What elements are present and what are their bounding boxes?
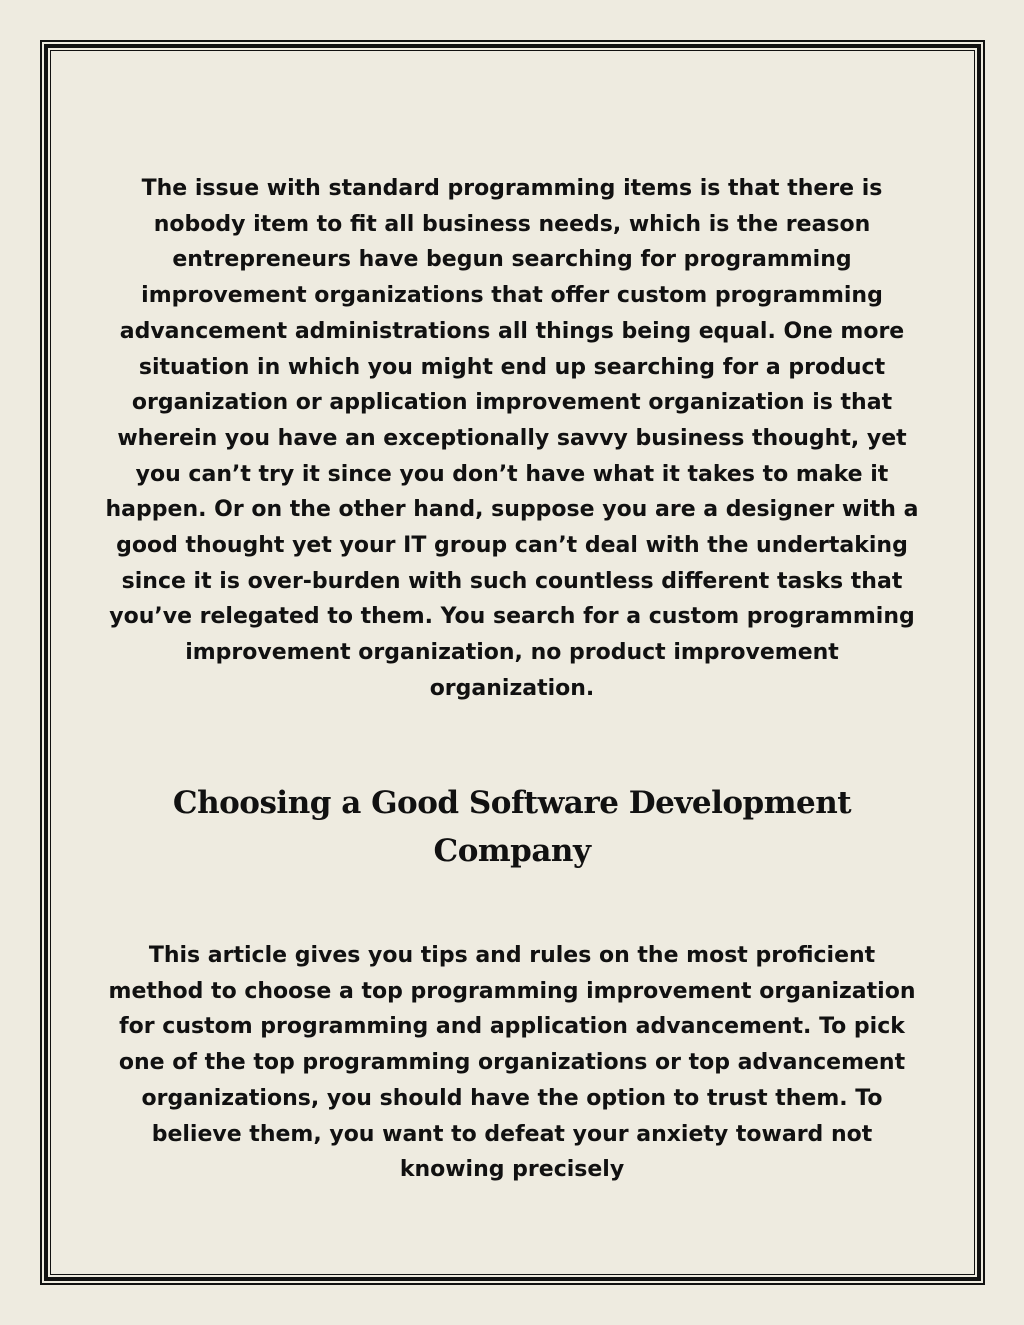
- section-heading: Choosing a Good Software Development Company: [172, 785, 852, 869]
- body-paragraph-2: This article gives you tips and rules on the most proficient method to choose a top programming improvement organization for custom programming and application advancement. To pick one of the top programming organizations or top advancement organizations, you should have the option to trust them. To believe them, you want to defeat your anxiety toward not knowing precisely: [108, 943, 916, 1183]
- body-paragraph-1: The issue with standard programming items is that there is nobody item to fit all business needs, which is the reason entrepreneurs have begun searching for programming improvement organizations that offer custom programming advancement administrations all things being equal. One more situation in which you might end up searching for a product organization or application improvement organization is that wherein you have an exceptionally savvy business thought, yet you can’t try it since you don’t have what it takes to make it happen. Or on the other hand, suppose you are a designer with a good thought yet your IT group can’t deal with the undertaking since it is over-burden with such countless different tasks that you’ve relegated to them. You search for a custom programming improvement organization, no product improvement organization.: [105, 176, 919, 701]
